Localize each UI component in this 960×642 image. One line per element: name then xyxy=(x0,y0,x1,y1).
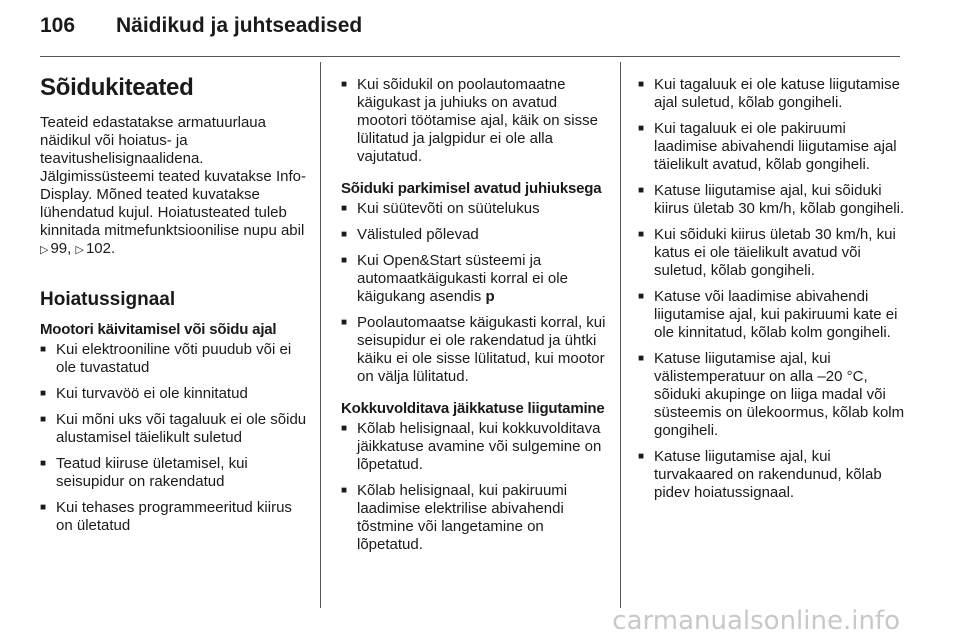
section-title: Sõidukiteated xyxy=(40,74,194,101)
list-item: ■ Kui sõidukil on poolautomaatne käigukast ja juhiuks on avatud mootori töötamise ajal, käik on sisse lülitatud ja jalgpidur ei ole alla vajutatud. xyxy=(341,76,609,166)
list-item: ■ Katuse liigutamise ajal, kui välistemperatuur on alla –20 °C, sõiduki akupinge on liiga madal või süsteemis on ülekoormus, kõlab kolm gongiheli. xyxy=(638,350,906,440)
warning-signal-title: Hoiatussignaal xyxy=(40,289,176,310)
list-item: ■ Teatud kiiruse ületamisel, kui seisupidur on rakendatud xyxy=(40,455,308,491)
column-1 xyxy=(40,62,308,543)
intro-text: Teateid edastatakse armatuurlaua näidikul või hoiatus- ja teavitushelisignaalidena. Jälgimissüsteemi teated kuvatakse Info-Display. Mõned teated kuvatakse lühendatud kujul. Hoiatusteated tuleb kinnitada mitmefunktsioonilise nupu abil xyxy=(40,114,306,239)
page-ref-1[interactable]: 99, xyxy=(50,240,72,257)
column-2 xyxy=(341,62,609,562)
list-item: ■ Kui mõni uks või tagaluuk ei ole sõidu alustamisel täielikult suletud xyxy=(40,411,308,447)
gear-position: p xyxy=(485,288,495,305)
watermark: carmanualsonline.info xyxy=(612,606,900,636)
list-item: ■ Kui tagaluuk ei ole katuse liigutamise ajal suletud, kõlab gongiheli. xyxy=(638,76,906,112)
parking-list xyxy=(341,200,609,386)
list-item xyxy=(341,252,609,306)
list-item: ■ Kui tagaluuk ei ole pakiruumi laadimise abivahendi liigutamise ajal täielikult avatud, kõlab gongiheli. xyxy=(638,120,906,174)
arrow-right-icon: ▷ xyxy=(40,244,49,256)
column-3 xyxy=(638,62,906,510)
list-item: ■ Kui elektrooniline võti puudub või ei ole tuvastatud xyxy=(40,341,308,377)
page-header xyxy=(40,14,362,38)
parking-section-title: Sõiduki parkimisel avatud juhiuksega xyxy=(341,180,602,197)
list-item: ■ Kõlab helisignaal, kui pakiruumi laadimise elektrilise abivahendi tõstmine või langetamine on lõpetatud. xyxy=(341,482,609,554)
arrow-right-icon: ▷ xyxy=(75,244,84,256)
page-ref-2[interactable]: 102. xyxy=(85,240,116,257)
list-item: ■ Kui tehases programmeeritud kiirus on ületatud xyxy=(40,499,308,535)
list-item: ■ Kui sõiduki kiirus ületab 30 km/h, kui katus ei ole täielikult avatud või suletud, kõlab gongiheli. xyxy=(638,226,906,280)
roof-warning-list xyxy=(638,76,906,502)
list-item-text: Kui Open&Start süsteemi ja automaatkäigukasti korral ei ole käigukang asendis xyxy=(357,252,568,305)
list-item: ■ Katuse või laadimise abivahendi liigutamise ajal, kui pakiruumi kate ei ole kinnitatud, kõlab kolm gongiheli. xyxy=(638,288,906,342)
column-divider-2 xyxy=(620,62,621,608)
list-top xyxy=(341,76,609,166)
list-item: ■ Kõlab helisignaal, kui kokkuvolditava jäikkatuse avamine või sulgemine on lõpetatud. xyxy=(341,420,609,474)
list-item: ■ Kui süütevõti on süütelukus xyxy=(341,200,609,218)
intro-paragraph xyxy=(40,114,308,259)
list-item: ■ Katuse liigutamise ajal, kui sõiduki kiirus ületab 30 km/h, kõlab gongiheli. xyxy=(638,182,906,218)
subsection-title: Mootori käivitamisel või sõidu ajal xyxy=(40,321,277,338)
list-item: ■ Välistuled põlevad xyxy=(341,226,609,244)
header-rule xyxy=(40,56,900,57)
list-item: ■ Poolautomaatse käigukasti korral, kui seisupidur ei ole rakendatud ja ühtki käiku ei ole sisse lülitatud, kui mootor on välja lülitatud. xyxy=(341,314,609,386)
chapter-title: Näidikud ja juhtseadised xyxy=(116,14,363,37)
page-number: 106 xyxy=(40,14,76,37)
list-item: ■ Kui turvavöö ei ole kinnitatud xyxy=(40,385,308,403)
warning-list xyxy=(40,341,308,535)
column-divider-1 xyxy=(320,62,321,608)
list-item: ■ Katuse liigutamise ajal, kui turvakaared on rakendunud, kõlab pidev hoiatussignaal. xyxy=(638,448,906,502)
roof-section-title: Kokkuvolditava jäikkatuse liigutamine xyxy=(341,400,605,417)
roof-list xyxy=(341,420,609,554)
